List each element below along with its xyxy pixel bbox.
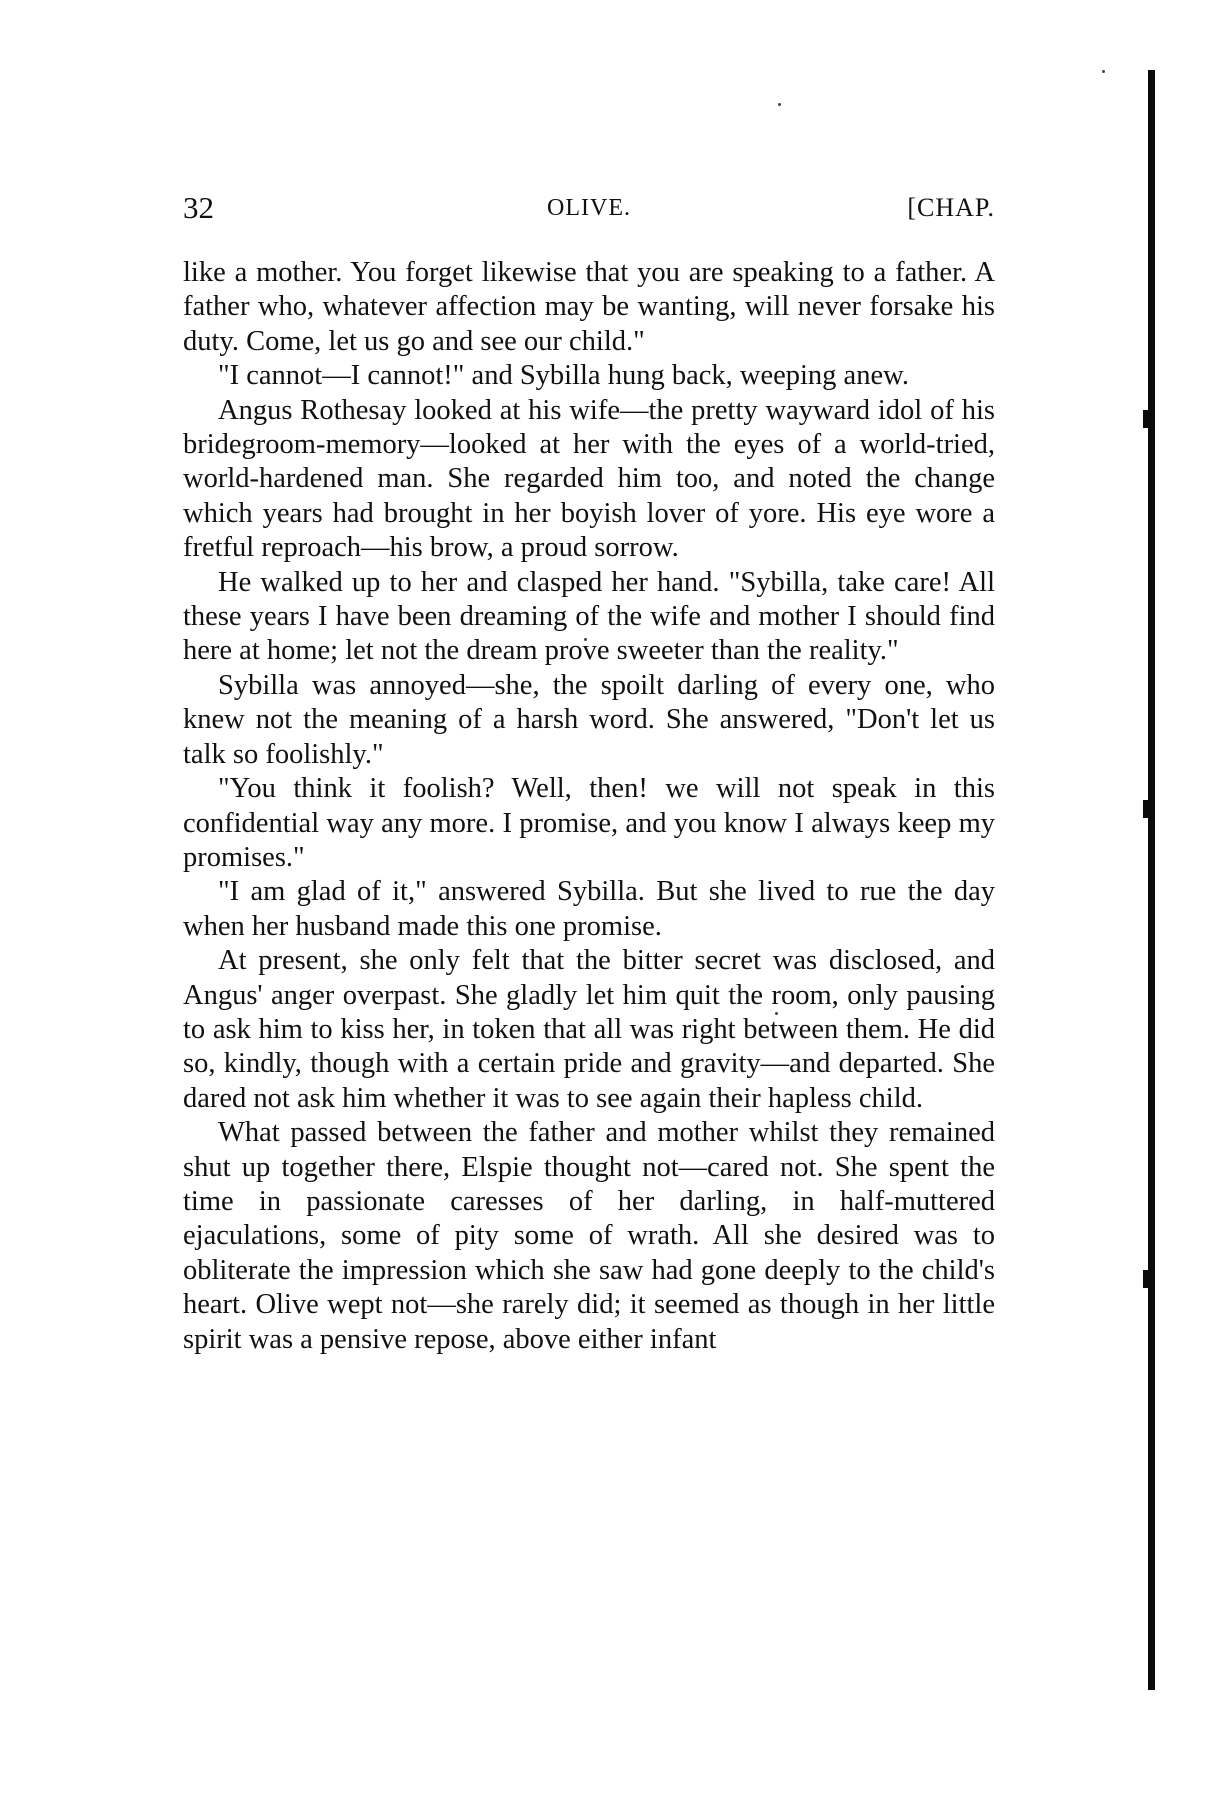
paragraph: He walked up to her and clasped her hand. "Sybilla, take care! All these years I have been dreaming of the wife and mother I should find here at home; let not the dream prove sweeter than the reality."	[183, 566, 995, 667]
chapter-label: [CHAP.	[907, 193, 995, 222]
paragraph: "You think it foolish? Well, then! we will not speak in this confidential way any more. I promise, and you know I always keep my promises."	[183, 773, 995, 873]
print-speck	[1102, 70, 1105, 73]
binding-edge-notch	[1143, 1270, 1155, 1288]
paragraph: "I cannot—I cannot!" and Sybilla hung back, weeping anew.	[218, 360, 909, 392]
page-header	[183, 188, 995, 234]
page-binding-edge	[1148, 70, 1155, 1690]
paragraph: At present, she only felt that the bitter secret was disclosed, and Angus' anger overpast. She gladly let him quit the room, only pausing to ask him to kiss her, in token that all was right between them. He did so, kindly, though with a certain pride and gravity—and departed. She dared not ask him whether it was to see again their hapless child.	[183, 945, 995, 1114]
page-number: 32	[183, 190, 214, 225]
paragraph: Angus Rothesay looked at his wife—the pretty wayward idol of his bridegroom-memory—looked at her with the eyes of a world-tried, world-hardened man. She regarded him too, and noted the change which years had brought in her boyish lover of yore. His eye wore a fretful reproach—his brow, a proud sorrow.	[183, 394, 995, 564]
print-speck	[778, 103, 781, 106]
binding-edge-notch	[1143, 800, 1155, 818]
binding-edge-notch	[1143, 410, 1155, 428]
running-title: OLIVE.	[547, 195, 631, 221]
paragraph: What passed between the father and mother whilst they remained shut up together there, Elspie thought not—cared not. She spent the time in passionate caresses of her darling, in half-muttered ejaculations, some of pity some of wrath. All she desired was to obliterate the impression which she saw had gone deeply to the child's heart. Olive wept not—she rarely did; it seemed as though in her little spirit was a pensive repose, above either infant	[183, 1117, 995, 1355]
paragraph: like a mother. You forget likewise that you are speaking to a father. A father who, whatever affection may be wanting, will never forsake his duty. Come, let us go and see our child."	[183, 257, 995, 357]
body-text	[183, 256, 995, 1357]
paragraph: "I am glad of it," answered Sybilla. But she lived to rue the day when her husband made this one promise.	[183, 876, 995, 942]
paragraph: Sybilla was annoyed—she, the spoilt darling of every one, who knew not the meaning of a harsh word. She answered, "Don't let us talk so foolishly."	[183, 669, 995, 770]
